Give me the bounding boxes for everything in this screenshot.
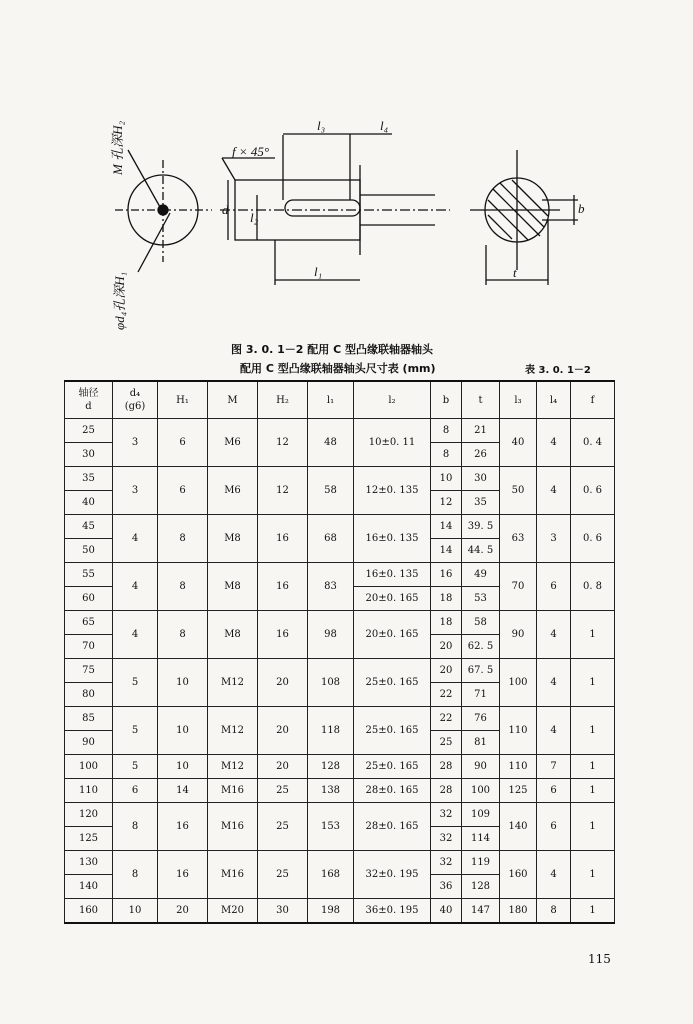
l4-label: l₄ <box>380 118 389 133</box>
cell-m: M8 <box>208 563 258 611</box>
cell-d4: 10 <box>113 899 158 924</box>
cell-h2: 25 <box>258 803 308 851</box>
table-row <box>65 419 615 443</box>
header-l4: l₄ <box>537 381 571 419</box>
cell-l2: 28±0. 165 <box>354 803 431 851</box>
cell-h1: 6 <box>158 467 208 515</box>
cell-h1: 8 <box>158 515 208 563</box>
cell-d: 130 <box>65 851 113 875</box>
d4-hole-label: φd₄孔深H₁ <box>112 271 127 330</box>
cell-d4: 5 <box>113 659 158 707</box>
cell-d: 75 <box>65 659 113 683</box>
cell-d: 50 <box>65 539 113 563</box>
cell-b: 22 <box>431 707 462 731</box>
table-row <box>65 851 615 875</box>
table-row <box>65 515 615 539</box>
table-row <box>65 611 615 635</box>
cell-m: M16 <box>208 803 258 851</box>
cell-h1: 8 <box>158 563 208 611</box>
cell-t: 49 <box>462 563 500 587</box>
cell-t: 21 <box>462 419 500 443</box>
cell-b: 36 <box>431 875 462 899</box>
cell-f: 0. 4 <box>571 419 615 467</box>
header-l2: l₂ <box>354 381 431 419</box>
cell-d4: 4 <box>113 611 158 659</box>
cell-m: M20 <box>208 899 258 924</box>
cell-b: 8 <box>431 443 462 467</box>
cell-b: 22 <box>431 683 462 707</box>
cell-l1: 98 <box>308 611 354 659</box>
cell-h2: 12 <box>258 419 308 467</box>
page-number: 115 <box>588 952 611 966</box>
cell-d: 80 <box>65 683 113 707</box>
cell-m: M12 <box>208 707 258 755</box>
header-m: M <box>208 381 258 419</box>
cell-l3: 70 <box>500 563 537 611</box>
cell-h1: 20 <box>158 899 208 924</box>
cell-f: 1 <box>571 803 615 851</box>
cell-d: 100 <box>65 755 113 779</box>
cell-l4: 4 <box>537 851 571 899</box>
cell-t: 67. 5 <box>462 659 500 683</box>
chamfer-label: f × 45° <box>232 144 270 159</box>
cell-l3: 40 <box>500 419 537 467</box>
table-row <box>65 803 615 827</box>
header-l3: l₃ <box>500 381 537 419</box>
cell-t: 39. 5 <box>462 515 500 539</box>
cell-l2: 16±0. 135 <box>354 563 431 587</box>
cell-f: 1 <box>571 611 615 659</box>
cell-l3: 50 <box>500 467 537 515</box>
table-title: 配用 C 型凸缘联轴器轴头尺寸表 (mm) <box>240 362 436 375</box>
cell-b: 8 <box>431 419 462 443</box>
cell-d: 125 <box>65 827 113 851</box>
cell-l1: 153 <box>308 803 354 851</box>
cell-t: 81 <box>462 731 500 755</box>
cell-l2: 20±0. 165 <box>354 587 431 611</box>
cell-d4: 5 <box>113 755 158 779</box>
table-row <box>65 899 615 924</box>
cell-d4: 8 <box>113 851 158 899</box>
cell-t: 128 <box>462 875 500 899</box>
cell-d: 40 <box>65 491 113 515</box>
header-h1: H₁ <box>158 381 208 419</box>
cell-l1: 58 <box>308 467 354 515</box>
cell-l2: 10±0. 11 <box>354 419 431 467</box>
cell-m: M8 <box>208 515 258 563</box>
cell-l1: 118 <box>308 707 354 755</box>
table-row <box>65 467 615 491</box>
cell-h2: 30 <box>258 899 308 924</box>
cell-b: 14 <box>431 515 462 539</box>
cell-d4: 5 <box>113 707 158 755</box>
cell-f: 0. 8 <box>571 563 615 611</box>
cell-l4: 8 <box>537 899 571 924</box>
cell-l2: 32±0. 195 <box>354 851 431 899</box>
cell-b: 25 <box>431 731 462 755</box>
cell-d: 60 <box>65 587 113 611</box>
cell-l1: 138 <box>308 779 354 803</box>
cell-t: 62. 5 <box>462 635 500 659</box>
cell-h2: 16 <box>258 515 308 563</box>
header-d: 轴径 d <box>65 381 113 419</box>
shaft-end-drawing <box>0 0 693 340</box>
header-b: b <box>431 381 462 419</box>
cell-f: 1 <box>571 851 615 899</box>
cell-d: 85 <box>65 707 113 731</box>
cell-t: 26 <box>462 443 500 467</box>
cell-d: 90 <box>65 731 113 755</box>
cell-f: 0. 6 <box>571 515 615 563</box>
cell-d4: 8 <box>113 803 158 851</box>
cell-l2: 25±0. 165 <box>354 659 431 707</box>
cell-t: 44. 5 <box>462 539 500 563</box>
cell-b: 28 <box>431 779 462 803</box>
cell-h2: 25 <box>258 851 308 899</box>
cell-t: 53 <box>462 587 500 611</box>
cell-l4: 4 <box>537 419 571 467</box>
cell-h1: 16 <box>158 851 208 899</box>
header-l1: l₁ <box>308 381 354 419</box>
cell-d: 55 <box>65 563 113 587</box>
cell-h1: 10 <box>158 755 208 779</box>
cell-l2: 25±0. 165 <box>354 755 431 779</box>
cell-d4: 6 <box>113 779 158 803</box>
cell-l3: 180 <box>500 899 537 924</box>
cell-t: 76 <box>462 707 500 731</box>
cell-t: 114 <box>462 827 500 851</box>
cell-m: M6 <box>208 419 258 467</box>
cell-t: 30 <box>462 467 500 491</box>
cell-l4: 4 <box>537 707 571 755</box>
cell-h2: 20 <box>258 755 308 779</box>
cell-l1: 128 <box>308 755 354 779</box>
t-label: t <box>513 265 517 280</box>
table-row <box>65 779 615 803</box>
cell-d: 110 <box>65 779 113 803</box>
dimension-table <box>64 380 615 924</box>
cell-h2: 20 <box>258 659 308 707</box>
cell-l3: 140 <box>500 803 537 851</box>
cell-t: 90 <box>462 755 500 779</box>
cell-l3: 63 <box>500 515 537 563</box>
l2-label: l₂ <box>250 210 259 225</box>
l1-label: l₁ <box>314 264 323 279</box>
cell-b: 40 <box>431 899 462 924</box>
cell-m: M16 <box>208 851 258 899</box>
cell-d4: 4 <box>113 563 158 611</box>
cell-t: 109 <box>462 803 500 827</box>
cell-l3: 160 <box>500 851 537 899</box>
table-row <box>65 755 615 779</box>
cell-l2: 36±0. 195 <box>354 899 431 924</box>
cell-h2: 12 <box>258 467 308 515</box>
cell-l1: 108 <box>308 659 354 707</box>
cell-t: 35 <box>462 491 500 515</box>
cell-l2: 28±0. 165 <box>354 779 431 803</box>
cell-h1: 10 <box>158 659 208 707</box>
cell-t: 71 <box>462 683 500 707</box>
cell-f: 1 <box>571 899 615 924</box>
cell-b: 10 <box>431 467 462 491</box>
cell-f: 0. 6 <box>571 467 615 515</box>
cell-l2: 16±0. 135 <box>354 515 431 563</box>
cell-h2: 16 <box>258 563 308 611</box>
cell-d: 25 <box>65 419 113 443</box>
b-label: b <box>578 201 585 216</box>
cell-b: 18 <box>431 611 462 635</box>
cell-l3: 100 <box>500 659 537 707</box>
cell-l4: 4 <box>537 659 571 707</box>
cell-b: 20 <box>431 635 462 659</box>
cell-f: 1 <box>571 659 615 707</box>
cell-f: 1 <box>571 755 615 779</box>
cell-h1: 16 <box>158 803 208 851</box>
cell-l3: 90 <box>500 611 537 659</box>
cell-m: M16 <box>208 779 258 803</box>
cell-d: 160 <box>65 899 113 924</box>
cell-b: 12 <box>431 491 462 515</box>
cell-t: 119 <box>462 851 500 875</box>
cell-h1: 10 <box>158 707 208 755</box>
cell-b: 18 <box>431 587 462 611</box>
m-hole-label: M 孔深H₂ <box>110 121 125 175</box>
cell-l1: 83 <box>308 563 354 611</box>
cell-b: 14 <box>431 539 462 563</box>
cell-l4: 7 <box>537 755 571 779</box>
cell-l4: 6 <box>537 803 571 851</box>
cell-b: 32 <box>431 827 462 851</box>
cell-d4: 3 <box>113 419 158 467</box>
cell-b: 32 <box>431 803 462 827</box>
cell-m: M12 <box>208 659 258 707</box>
figure-caption: 图 3. 0. 1－2 配用 C 型凸缘联轴器轴头 <box>231 343 434 356</box>
cell-d: 45 <box>65 515 113 539</box>
table-body <box>65 419 615 924</box>
cell-d: 120 <box>65 803 113 827</box>
cell-l2: 20±0. 165 <box>354 611 431 659</box>
cell-d4: 3 <box>113 467 158 515</box>
d-label: d <box>222 202 229 217</box>
cell-l3: 110 <box>500 707 537 755</box>
header-d4: d₄ (g6) <box>113 381 158 419</box>
cell-l1: 68 <box>308 515 354 563</box>
cell-b: 28 <box>431 755 462 779</box>
cell-m: M6 <box>208 467 258 515</box>
cell-d: 65 <box>65 611 113 635</box>
end-view <box>115 150 212 272</box>
header-t: t <box>462 381 500 419</box>
cell-h2: 16 <box>258 611 308 659</box>
cell-b: 16 <box>431 563 462 587</box>
table-number: 表 3. 0. 1－2 <box>525 365 591 376</box>
cell-d4: 4 <box>113 515 158 563</box>
cell-h2: 25 <box>258 779 308 803</box>
cell-l1: 168 <box>308 851 354 899</box>
table-header-row <box>65 381 615 419</box>
cross-section-view <box>470 150 578 285</box>
header-h2: H₂ <box>258 381 308 419</box>
cell-h1: 8 <box>158 611 208 659</box>
cell-m: M8 <box>208 611 258 659</box>
cell-t: 58 <box>462 611 500 635</box>
cell-d: 30 <box>65 443 113 467</box>
cell-h2: 20 <box>258 707 308 755</box>
cell-d: 35 <box>65 467 113 491</box>
cell-l4: 4 <box>537 467 571 515</box>
cell-l3: 110 <box>500 755 537 779</box>
cell-h1: 14 <box>158 779 208 803</box>
cell-b: 20 <box>431 659 462 683</box>
cell-f: 1 <box>571 779 615 803</box>
header-f: f <box>571 381 615 419</box>
cell-l2: 25±0. 165 <box>354 707 431 755</box>
cell-l4: 6 <box>537 779 571 803</box>
table-row <box>65 707 615 731</box>
l3-label: l₃ <box>317 118 326 133</box>
cell-f: 1 <box>571 707 615 755</box>
cell-l1: 198 <box>308 899 354 924</box>
cell-l4: 3 <box>537 515 571 563</box>
cell-m: M12 <box>208 755 258 779</box>
cell-b: 32 <box>431 851 462 875</box>
cell-h1: 6 <box>158 419 208 467</box>
cell-l2: 12±0. 135 <box>354 467 431 515</box>
cell-l4: 4 <box>537 611 571 659</box>
cell-t: 147 <box>462 899 500 924</box>
cell-l1: 48 <box>308 419 354 467</box>
cell-l4: 6 <box>537 563 571 611</box>
table-row <box>65 659 615 683</box>
table-row <box>65 563 615 587</box>
cell-l3: 125 <box>500 779 537 803</box>
cell-d: 140 <box>65 875 113 899</box>
cell-t: 100 <box>462 779 500 803</box>
cell-d: 70 <box>65 635 113 659</box>
